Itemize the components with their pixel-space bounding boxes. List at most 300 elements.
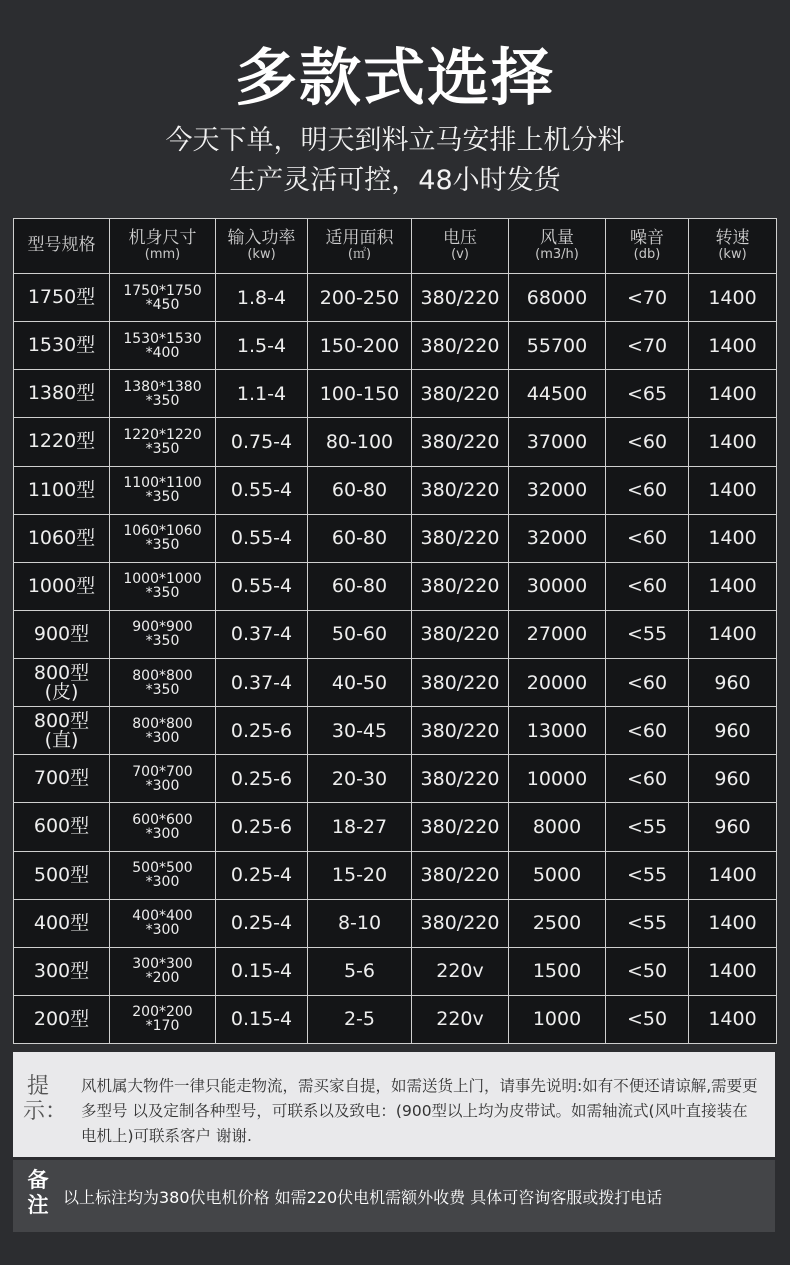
cell-noise	[606, 851, 689, 899]
cell-voltage	[412, 947, 509, 995]
table-row	[14, 803, 777, 851]
cell-noise	[606, 610, 689, 658]
cell-noise	[606, 659, 689, 707]
cell-voltage	[412, 995, 509, 1043]
cell-speed-text: 1400	[708, 864, 757, 887]
cell-noise	[606, 466, 689, 514]
cell-power	[216, 899, 308, 947]
cell-speed	[689, 274, 777, 322]
cell-model-text: (直)	[44, 728, 79, 751]
cell-area	[308, 466, 412, 514]
column-header-label: 适用面积	[325, 228, 394, 249]
cell-power	[216, 322, 308, 370]
cell-speed	[689, 707, 777, 755]
header-row	[14, 219, 777, 274]
cell-power	[216, 370, 308, 418]
cell-airflow-text: 32000	[526, 527, 588, 550]
cell-model-text: 200型	[33, 1007, 90, 1030]
cell-model-text: 300型	[33, 959, 90, 982]
cell-noise	[606, 803, 689, 851]
column-header-label: 噪音	[630, 228, 664, 249]
cell-area	[308, 899, 412, 947]
cell-area-text: 60-80	[331, 575, 388, 598]
cell-noise-text: <70	[626, 286, 668, 309]
cell-speed-text: 960	[714, 719, 751, 742]
cell-size-text: 400*400	[132, 908, 193, 925]
cell-model	[14, 418, 110, 466]
cell-model	[14, 610, 110, 658]
cell-speed-text: 1400	[708, 286, 757, 309]
cell-airflow	[509, 514, 606, 562]
cell-model-text: 1530型	[27, 334, 96, 357]
cell-size-text: 1530*1530	[123, 330, 202, 347]
cell-model-text: 1380型	[27, 382, 96, 405]
cell-voltage	[412, 322, 509, 370]
column-header	[308, 219, 412, 274]
cell-voltage-text: 380/220	[420, 767, 500, 790]
table-row	[14, 707, 777, 755]
note-text: 以上标注均为380伏电机价格 如需220伏电机需额外收费 具体可咨询客服或拨打电话	[63, 1188, 663, 1207]
cell-power-text: 0.25-4	[230, 912, 293, 935]
cell-noise-text: <60	[626, 479, 668, 502]
cell-power-text: 0.55-4	[230, 575, 293, 598]
cell-model	[14, 322, 110, 370]
table-row	[14, 899, 777, 947]
note-box	[13, 1160, 775, 1232]
cell-noise	[606, 514, 689, 562]
table-row	[14, 466, 777, 514]
cell-noise	[606, 370, 689, 418]
cell-voltage-text: 380/220	[420, 382, 500, 405]
table-row	[14, 851, 777, 899]
cell-noise-text: <50	[626, 1008, 668, 1031]
cell-model	[14, 562, 110, 610]
cell-area-text: 150-200	[319, 334, 400, 357]
cell-size	[110, 610, 216, 658]
cell-noise-text: <55	[626, 623, 668, 646]
cell-voltage-text: 380/220	[420, 815, 500, 838]
cell-noise	[606, 274, 689, 322]
column-header	[606, 219, 689, 274]
cell-speed-text: 960	[714, 767, 751, 790]
cell-power-text: 0.25-6	[230, 767, 293, 790]
cell-size	[110, 370, 216, 418]
cell-voltage-text: 220v	[436, 960, 484, 983]
cell-model-text: 600型	[33, 815, 90, 838]
cell-power-text: 0.55-4	[230, 479, 293, 502]
cell-speed-text: 1400	[708, 1008, 757, 1031]
cell-size-text: 800*800	[132, 715, 193, 732]
cell-size-text: *350	[145, 537, 180, 554]
cell-noise	[606, 947, 689, 995]
cell-speed	[689, 514, 777, 562]
cell-model-text: 800型	[33, 661, 90, 684]
cell-size	[110, 514, 216, 562]
cell-voltage	[412, 803, 509, 851]
cell-speed-text: 1400	[708, 912, 757, 935]
cell-size-text: *200	[145, 970, 180, 987]
cell-power	[216, 803, 308, 851]
cell-airflow-text: 5000	[532, 864, 582, 887]
cell-model	[14, 659, 110, 707]
cell-voltage-text: 380/220	[420, 912, 500, 935]
cell-model	[14, 899, 110, 947]
cell-speed-text: 1400	[708, 382, 757, 405]
cell-speed-text: 1400	[708, 527, 757, 550]
cell-model	[14, 514, 110, 562]
cell-size-text: 300*300	[132, 956, 193, 973]
column-header	[689, 219, 777, 274]
cell-area	[308, 370, 412, 418]
column-header-label: 型号规格	[27, 235, 96, 256]
cell-speed	[689, 418, 777, 466]
cell-area-text: 18-27	[331, 815, 388, 838]
cell-airflow	[509, 755, 606, 803]
cell-noise	[606, 322, 689, 370]
cell-power-text: 1.1-4	[236, 382, 287, 405]
cell-voltage	[412, 418, 509, 466]
cell-speed	[689, 659, 777, 707]
cell-area	[308, 755, 412, 803]
table-row	[14, 610, 777, 658]
column-header	[110, 219, 216, 274]
cell-power-text: 0.37-4	[230, 671, 293, 694]
cell-noise-text: <70	[626, 334, 668, 357]
cell-size-text: *350	[145, 633, 180, 650]
cell-airflow	[509, 995, 606, 1043]
cell-power-text: 1.5-4	[236, 334, 287, 357]
cell-power	[216, 610, 308, 658]
cell-voltage	[412, 370, 509, 418]
cell-speed	[689, 370, 777, 418]
cell-area	[308, 659, 412, 707]
cell-area-text: 15-20	[331, 864, 388, 887]
cell-noise	[606, 418, 689, 466]
cell-area-text: 30-45	[331, 719, 388, 742]
cell-airflow	[509, 803, 606, 851]
cell-area-text: 60-80	[331, 479, 388, 502]
cell-area	[308, 707, 412, 755]
cell-voltage	[412, 899, 509, 947]
cell-speed	[689, 322, 777, 370]
cell-size-text: *350	[145, 392, 180, 409]
cell-voltage-text: 380/220	[420, 479, 500, 502]
column-header-unit: (m3/h)	[535, 247, 579, 263]
cell-speed-text: 1400	[708, 575, 757, 598]
cell-voltage	[412, 562, 509, 610]
column-header	[14, 219, 110, 274]
cell-airflow-text: 8000	[532, 815, 582, 838]
cell-size-text: *300	[145, 874, 180, 891]
cell-noise-text: <60	[626, 719, 668, 742]
cell-power	[216, 851, 308, 899]
subtitle-line-1: 今天下单，明天到料立马安排上机分料	[165, 125, 625, 156]
cell-area-text: 60-80	[331, 527, 388, 550]
cell-size-text: *350	[145, 681, 180, 698]
cell-airflow	[509, 899, 606, 947]
cell-model	[14, 851, 110, 899]
cell-voltage	[412, 514, 509, 562]
cell-size-text: *350	[145, 585, 180, 602]
cell-model-text: 400型	[33, 911, 90, 934]
cell-size	[110, 851, 216, 899]
cell-speed	[689, 899, 777, 947]
cell-size-text: *450	[145, 296, 180, 313]
cell-model-text: 1060型	[27, 526, 96, 549]
column-header-unit: (㎡)	[347, 247, 372, 263]
cell-model-text: 1220型	[27, 430, 96, 453]
cell-area-text: 2-5	[343, 1008, 376, 1031]
cell-voltage-text: 380/220	[420, 430, 500, 453]
cell-voltage	[412, 659, 509, 707]
cell-speed	[689, 995, 777, 1043]
cell-size-text: *300	[145, 922, 180, 939]
cell-speed	[689, 755, 777, 803]
cell-noise-text: <60	[626, 575, 668, 598]
cell-area-text: 200-250	[319, 286, 400, 309]
cell-noise-text: <50	[626, 960, 668, 983]
table-row	[14, 659, 777, 707]
cell-airflow	[509, 851, 606, 899]
cell-area-text: 50-60	[331, 623, 388, 646]
cell-airflow	[509, 322, 606, 370]
cell-airflow	[509, 659, 606, 707]
table-row	[14, 995, 777, 1043]
column-header-unit: (mm)	[144, 247, 181, 263]
cell-size-text: *350	[145, 489, 180, 506]
cell-area	[308, 803, 412, 851]
table-row	[14, 562, 777, 610]
column-header-unit: (kw)	[718, 247, 747, 263]
cell-area-text: 100-150	[319, 382, 400, 405]
cell-size	[110, 659, 216, 707]
table-row	[14, 755, 777, 803]
cell-speed	[689, 562, 777, 610]
cell-area-text: 8-10	[337, 912, 382, 935]
cell-airflow	[509, 947, 606, 995]
cell-power-text: 0.37-4	[230, 623, 293, 646]
subtitle-line-2: 生产灵活可控，48小时发货	[229, 165, 561, 196]
cell-noise	[606, 995, 689, 1043]
cell-power	[216, 274, 308, 322]
cell-model-text: 1000型	[27, 574, 96, 597]
cell-size-text: 800*800	[132, 667, 193, 684]
cell-power	[216, 755, 308, 803]
cell-voltage-text: 220v	[436, 1008, 484, 1031]
cell-noise-text: <60	[626, 671, 668, 694]
cell-size-text: 1750*1750	[123, 282, 202, 299]
column-header-label: 电压	[443, 228, 477, 249]
cell-speed	[689, 610, 777, 658]
cell-speed-text: 1400	[708, 479, 757, 502]
cell-size-text: *400	[145, 344, 180, 361]
cell-speed	[689, 947, 777, 995]
cell-size	[110, 899, 216, 947]
cell-speed	[689, 851, 777, 899]
cell-size	[110, 803, 216, 851]
cell-area	[308, 947, 412, 995]
cell-airflow	[509, 610, 606, 658]
cell-airflow-text: 20000	[526, 671, 588, 694]
cell-size-text: *300	[145, 777, 180, 794]
cell-power	[216, 418, 308, 466]
cell-airflow	[509, 274, 606, 322]
cell-airflow-text: 68000	[526, 286, 588, 309]
cell-model	[14, 707, 110, 755]
cell-airflow-text: 32000	[526, 479, 588, 502]
cell-noise	[606, 562, 689, 610]
cell-speed-text: 1400	[708, 623, 757, 646]
column-header-label: 转速	[715, 228, 750, 249]
cell-voltage	[412, 610, 509, 658]
cell-voltage	[412, 274, 509, 322]
cell-airflow-text: 27000	[526, 623, 588, 646]
cell-power	[216, 562, 308, 610]
cell-size-text: 600*600	[132, 811, 193, 828]
cell-model-text: 500型	[33, 863, 90, 886]
cell-noise	[606, 899, 689, 947]
cell-airflow-text: 55700	[526, 334, 588, 357]
cell-power-text: 0.25-4	[230, 864, 293, 887]
cell-power-text: 1.8-4	[236, 286, 287, 309]
cell-voltage-text: 380/220	[420, 527, 500, 550]
table-row	[14, 322, 777, 370]
cell-area	[308, 851, 412, 899]
cell-area	[308, 322, 412, 370]
cell-model	[14, 755, 110, 803]
cell-power-text: 0.25-6	[230, 815, 293, 838]
cell-voltage	[412, 466, 509, 514]
cell-area	[308, 514, 412, 562]
cell-voltage	[412, 851, 509, 899]
cell-model-text: 1100型	[27, 478, 96, 501]
cell-size-text: *300	[145, 729, 180, 746]
cell-area-text: 20-30	[331, 767, 388, 790]
cell-noise-text: <55	[626, 912, 668, 935]
cell-voltage-text: 380/220	[420, 575, 500, 598]
cell-size-text: 700*700	[132, 763, 193, 780]
cell-airflow	[509, 466, 606, 514]
cell-power	[216, 514, 308, 562]
cell-voltage-text: 380/220	[420, 334, 500, 357]
table-row	[14, 514, 777, 562]
cell-voltage	[412, 707, 509, 755]
cell-area	[308, 562, 412, 610]
tips-label: 提示：	[23, 1074, 68, 1125]
cell-size	[110, 947, 216, 995]
cell-model-text: 1750型	[27, 286, 96, 309]
cell-model-text: (皮)	[44, 680, 79, 703]
cell-speed-text: 960	[714, 671, 751, 694]
cell-size-text: 1060*1060	[123, 523, 202, 540]
spec-table	[13, 218, 777, 1044]
cell-airflow-text: 10000	[526, 767, 588, 790]
cell-area	[308, 610, 412, 658]
cell-voltage-text: 380/220	[420, 864, 500, 887]
cell-noise	[606, 707, 689, 755]
cell-airflow-text: 44500	[526, 382, 588, 405]
cell-power-text: 0.25-6	[230, 719, 293, 742]
cell-area-text: 5-6	[343, 960, 376, 983]
cell-size	[110, 274, 216, 322]
cell-speed	[689, 803, 777, 851]
cell-model-text: 900型	[33, 622, 90, 645]
cell-voltage-text: 380/220	[420, 286, 500, 309]
cell-noise-text: <60	[626, 527, 668, 550]
cell-power-text: 0.55-4	[230, 527, 293, 550]
cell-model	[14, 274, 110, 322]
cell-airflow-text: 1500	[532, 960, 582, 983]
cell-area-text: 40-50	[331, 671, 388, 694]
cell-speed-text: 1400	[708, 960, 757, 983]
cell-size-text: 1100*1100	[123, 475, 202, 492]
column-header-label: 机身尺寸	[128, 228, 197, 249]
cell-airflow	[509, 370, 606, 418]
cell-size-text: *170	[145, 1018, 180, 1035]
cell-model-text: 800型	[33, 709, 90, 732]
cell-area	[308, 274, 412, 322]
cell-size	[110, 707, 216, 755]
cell-model-text: 700型	[33, 767, 90, 790]
cell-power	[216, 466, 308, 514]
cell-power	[216, 995, 308, 1043]
table-row	[14, 274, 777, 322]
cell-power	[216, 659, 308, 707]
cell-airflow-text: 2500	[532, 912, 582, 935]
cell-size	[110, 322, 216, 370]
cell-noise-text: <60	[626, 767, 668, 790]
cell-model	[14, 466, 110, 514]
cell-size	[110, 466, 216, 514]
cell-power-text: 0.15-4	[230, 960, 293, 983]
cell-airflow	[509, 418, 606, 466]
table-row	[14, 370, 777, 418]
cell-size-text: 1220*1220	[123, 426, 202, 443]
cell-area	[308, 418, 412, 466]
cell-airflow	[509, 707, 606, 755]
cell-noise-text: <60	[626, 430, 668, 453]
cell-power-text: 0.15-4	[230, 1008, 293, 1031]
cell-model	[14, 370, 110, 418]
cell-power-text: 0.75-4	[230, 430, 293, 453]
column-header	[412, 219, 509, 274]
column-header-label: 风量	[540, 228, 574, 249]
cell-area-text: 80-100	[325, 430, 394, 453]
cell-noise-text: <55	[626, 815, 668, 838]
column-header-label: 输入功率	[227, 228, 296, 249]
column-header	[509, 219, 606, 274]
cell-power	[216, 947, 308, 995]
column-header-unit: (db)	[633, 247, 661, 263]
cell-size	[110, 755, 216, 803]
cell-airflow-text: 30000	[526, 575, 588, 598]
cell-speed-text: 960	[714, 815, 751, 838]
cell-noise-text: <65	[626, 382, 668, 405]
cell-size-text: 900*900	[132, 619, 193, 636]
cell-size	[110, 562, 216, 610]
table-row	[14, 947, 777, 995]
cell-model	[14, 803, 110, 851]
column-header	[216, 219, 308, 274]
cell-airflow-text: 1000	[532, 1008, 582, 1031]
cell-speed-text: 1400	[708, 334, 757, 357]
cell-size-text: 500*500	[132, 860, 193, 877]
column-header-unit: (v)	[451, 247, 469, 263]
cell-model	[14, 995, 110, 1043]
cell-noise-text: <55	[626, 864, 668, 887]
cell-speed-text: 1400	[708, 430, 757, 453]
cell-airflow	[509, 562, 606, 610]
